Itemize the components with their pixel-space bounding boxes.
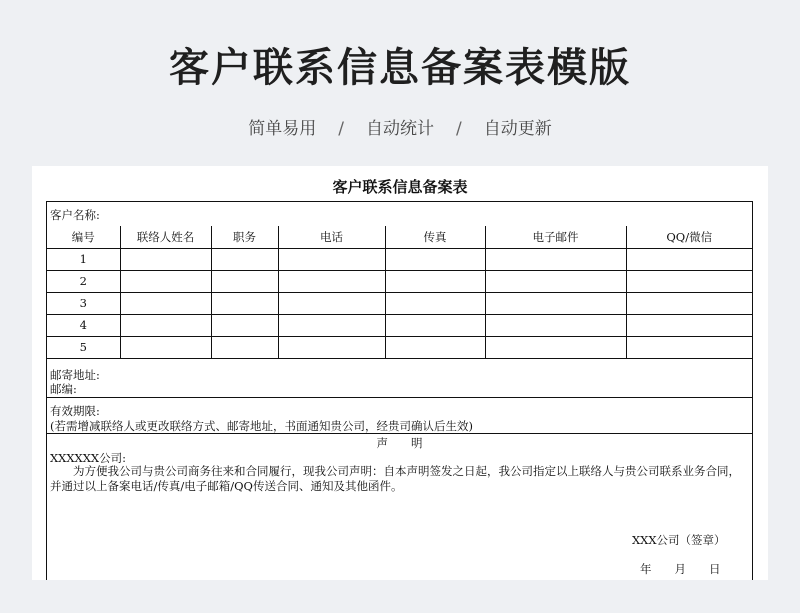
contact-name-cell[interactable] <box>120 248 211 270</box>
fax-cell[interactable] <box>385 292 485 314</box>
table-header-row <box>47 226 752 248</box>
position-cell[interactable] <box>211 270 278 292</box>
phone-cell[interactable] <box>278 270 385 292</box>
row-number: 1 <box>47 248 120 270</box>
phone-cell[interactable] <box>278 248 385 270</box>
row-number: 5 <box>47 336 120 358</box>
email-cell[interactable] <box>485 270 626 292</box>
customer-name-label: 客户名称: <box>50 208 100 222</box>
form-sheet <box>32 166 768 580</box>
table-row <box>47 270 752 292</box>
qq-wechat-cell[interactable] <box>626 314 752 336</box>
fax-cell[interactable] <box>385 336 485 358</box>
feature-easy: 简单易用 <box>248 119 317 139</box>
position-cell[interactable] <box>211 314 278 336</box>
col-header-contact-name: 联络人姓名 <box>120 226 211 248</box>
qq-wechat-cell[interactable] <box>626 248 752 270</box>
validity-note: (若需增减联络人或更改联络方式、邮寄地址，书面通知贵公司，经贵司确认后生效) <box>50 419 473 433</box>
divider <box>47 397 752 398</box>
table-row <box>47 248 752 270</box>
row-number: 4 <box>47 314 120 336</box>
separator: / <box>456 119 462 139</box>
position-cell[interactable] <box>211 292 278 314</box>
validity-label: 有效期限: <box>50 404 100 418</box>
phone-cell[interactable] <box>278 292 385 314</box>
statement-heading: 声 明 <box>376 436 423 450</box>
addressee: XXXXXX公司: <box>50 451 126 465</box>
col-header-phone: 电话 <box>278 226 385 248</box>
table-row <box>47 336 752 358</box>
signature: XXX公司（签章） <box>632 533 726 547</box>
position-cell[interactable] <box>211 248 278 270</box>
page-title: 客户联系信息备案表模版 <box>169 45 631 91</box>
phone-cell[interactable] <box>278 336 385 358</box>
date-line: 年 月 日 <box>640 562 721 576</box>
table-row <box>47 292 752 314</box>
qq-wechat-cell[interactable] <box>626 336 752 358</box>
feature-auto-stats: 自动统计 <box>366 119 434 139</box>
fax-cell[interactable] <box>385 314 485 336</box>
contact-name-cell[interactable] <box>120 292 211 314</box>
mailing-address-label: 邮寄地址: <box>50 368 100 382</box>
statement-text: 为方便我公司与贵公司商务往来和合同履行，现我公司声明：自本声明签发之日起，我公司指定以上联络人与贵公司联系业务合同，并通过以上备案电话/传真/电子邮箱/QQ传送合同、通知及其他函件。 <box>50 464 740 493</box>
qq-wechat-cell[interactable] <box>626 292 752 314</box>
email-cell[interactable] <box>485 314 626 336</box>
email-cell[interactable] <box>485 292 626 314</box>
contact-name-cell[interactable] <box>120 336 211 358</box>
col-header-position: 职务 <box>211 226 278 248</box>
contact-name-cell[interactable] <box>120 270 211 292</box>
qq-wechat-cell[interactable] <box>626 270 752 292</box>
fax-cell[interactable] <box>385 270 485 292</box>
email-cell[interactable] <box>485 248 626 270</box>
col-header-qq-wechat: QQ/微信 <box>626 226 752 248</box>
phone-cell[interactable] <box>278 314 385 336</box>
form-frame <box>46 201 753 580</box>
contact-name-cell[interactable] <box>120 314 211 336</box>
postcode-label: 邮编: <box>50 382 77 396</box>
feature-tagline <box>0 114 800 139</box>
col-header-fax: 传真 <box>385 226 485 248</box>
email-cell[interactable] <box>485 336 626 358</box>
fax-cell[interactable] <box>385 248 485 270</box>
col-header-email: 电子邮件 <box>485 226 626 248</box>
separator: / <box>338 119 344 139</box>
feature-auto-update: 自动更新 <box>483 119 552 139</box>
position-cell[interactable] <box>211 336 278 358</box>
table-row <box>47 314 752 336</box>
row-number: 2 <box>47 270 120 292</box>
contacts-table <box>47 226 752 359</box>
row-number: 3 <box>47 292 120 314</box>
sheet-title: 客户联系信息备案表 <box>332 178 468 196</box>
col-header-number: 编号 <box>47 226 120 248</box>
divider <box>47 433 752 434</box>
